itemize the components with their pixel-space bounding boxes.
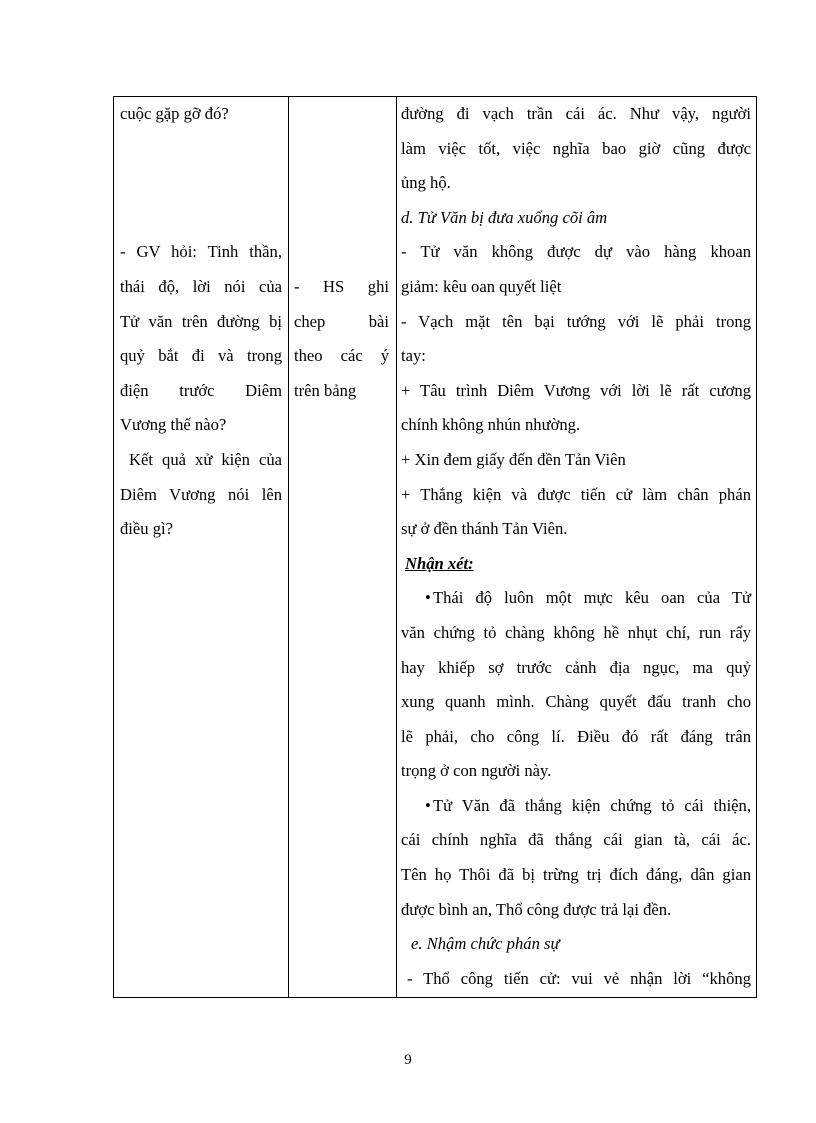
text-line: - Thổ công tiến cử: vui vẻ nhận lời “không — [407, 968, 751, 988]
text-line: văn chứng tỏ chàng không hề nhụt chí, run rẩy — [401, 622, 751, 642]
text-line: Vương thế nào? — [120, 415, 227, 435]
text-line: - GV hỏi: Tinh thần, — [120, 242, 282, 262]
column-divider — [288, 97, 289, 997]
bullet-icon: • — [425, 795, 431, 815]
text-line: Tên họ Thôi đã bị trừng trị đích đáng, dân gian — [401, 865, 751, 885]
text-line: tay: — [401, 346, 426, 366]
text-line: trên bảng — [294, 380, 357, 400]
text-line: Diêm Vương nói lên — [120, 484, 282, 504]
text-line: đường đi vạch trần cái ác. Như vậy, người — [401, 104, 751, 123]
text-line: theo các ý — [294, 346, 389, 366]
text-line: trọng ở con người này. — [401, 761, 552, 781]
text-line: + Thắng kiện và được tiến cử làm chân phán — [401, 484, 751, 504]
text-line: Tử văn trên đường bị — [120, 311, 282, 331]
content-table — [113, 96, 757, 998]
text-line: cuộc gặp gỡ đó? — [120, 104, 229, 123]
text-line: - Vạch mặt tên bại tướng với lẽ phải trong — [401, 311, 751, 331]
section-heading: d. Tử Văn bị đưa xuống cõi âm — [401, 207, 608, 227]
teacher-activity-column — [120, 97, 282, 547]
bullet-icon: • — [425, 588, 431, 608]
bullet-line: • Tử Văn đã thắng kiện chứng tỏ cái thiện, — [401, 789, 751, 824]
page-number: 9 — [404, 1052, 412, 1068]
text-line: xung quanh mình. Chàng quyết đấu tranh cho — [401, 692, 751, 712]
text-line: Kết quả xử kiện của — [120, 449, 282, 469]
text-line: điều gì? — [120, 519, 173, 539]
text-line: giảm: kêu oan quyết liệt — [401, 276, 562, 296]
text-line: làm việc tốt, việc nghĩa bao giờ cũng được — [401, 138, 751, 158]
text-line: - Tử văn không được dự vào hàng khoan — [401, 242, 751, 262]
section-heading: e. Nhậm chức phán sự — [411, 934, 560, 954]
text-line: chep bài — [294, 311, 389, 331]
content-column — [401, 97, 751, 996]
text-line: chính không nhún nhường. — [401, 415, 581, 435]
text-line: lẽ phải, cho công lí. Điều đó rất đáng trân — [401, 726, 751, 746]
bullet-line: • Thái độ luôn một mực kêu oan của Tử — [401, 581, 751, 616]
remark-label: Nhận xét: — [405, 553, 474, 573]
text-line: điện trước Diêm — [120, 380, 282, 400]
text-line: + Tâu trình Diêm Vương với lời lẽ rất cương — [401, 380, 751, 400]
remark-heading — [401, 547, 751, 582]
text-line: - HS ghi — [294, 277, 389, 296]
text-line: cái chính nghĩa đã thắng cái gian tà, cái ác. — [401, 830, 751, 850]
text-line: + Xin đem giấy đến đền Tản Viên — [401, 449, 626, 469]
text-line: quỷ bắt đi và trong — [120, 346, 282, 366]
text-line: sự ở đền thánh Tản Viên. — [401, 519, 568, 539]
column-divider — [396, 97, 397, 997]
student-activity-column — [294, 97, 389, 408]
text-line: ủng hộ. — [401, 173, 451, 193]
text-line: hay khiếp sợ trước cảnh địa ngục, ma quỷ — [401, 657, 751, 677]
text-line: được bình an, Thổ công được trả lại đền. — [401, 899, 672, 919]
text-line: thái độ, lời nói của — [120, 276, 282, 296]
